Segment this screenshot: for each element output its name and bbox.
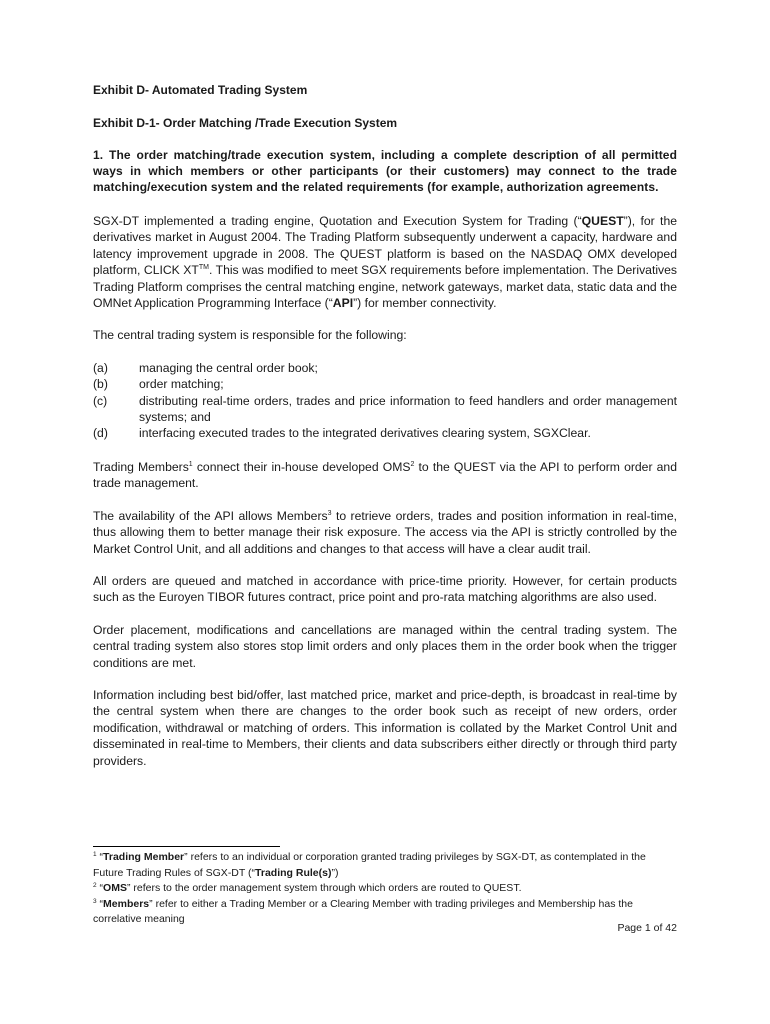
footnote-term: Trading Member [103,851,185,863]
text-run: “ [99,851,104,863]
trademark-sup: TM [198,264,209,272]
exhibit-title: Exhibit D- Automated Trading System [93,83,308,97]
text-run: ” refer to either a Trading Member or a Clearing Member with trading privileges and Membership has the correlative meaning [93,897,633,925]
paragraph-api-availability [93,508,677,557]
footnote-term: Members [103,897,150,910]
paragraph-quest-intro [93,213,677,311]
list-label: (c) [93,393,108,408]
footnote-number: 1 [93,851,97,858]
text-run: “ [99,882,104,894]
paragraph-trading-members [93,459,677,492]
term-api: API [332,296,354,311]
text-run: to the QUEST via the API to perform order and trade management. [93,459,677,491]
footnote-divider [93,846,280,847]
text-run: connect their in-house developed OMS [192,459,411,474]
paragraph-responsibilities: The central trading system is responsible for the following: [93,328,407,343]
page-number: Page 1 of 42 [617,922,677,934]
list-text: interfacing executed trades to the integrated derivatives clearing system, SGXClear. [139,426,591,441]
document-page [93,82,677,785]
paragraph-order-placement: Order placement, modifications and cancellations are managed within the central trading system. The central trading system also stores stop limit orders and only places them in the order book when the trigger conditions are met. [93,622,677,670]
text-run: ”), for the derivatives market in August 2004. The Trading Platform subsequently underwent a capacity, hardware and latency improvement upgrade in 2008. The QUEST platform is based on the NASDAQ OMX developed platform, CLICK XT [93,214,677,278]
text-run: to retrieve orders, trades and position information in real-time, thus allowing them to better manage their risk exposure. The access via the API is strictly controlled by the Market Control Unit, and all additions and changes to that access will have a clear audit trail. [93,508,677,556]
list-item [93,393,677,426]
list-label: (d) [93,426,108,441]
footnote-number: 3 [93,897,97,905]
footnote-2 [93,881,677,897]
footnote-term: OMS [103,882,127,894]
text-run: Trading Members [93,459,189,474]
list-text: order matching; [139,377,224,392]
list-text: managing the central order book; [139,360,318,375]
question-heading: 1. The order matching/trade execution system, including a complete description of all permitted ways in which members or other participants (or their customers) may connect to the trade matching/execution system and the related requirements (for example, authorization agreements. [93,148,677,194]
footnote-1 [93,850,677,881]
text-run: . This was modified to meet SGX requirements before implementation. The Derivatives Trading Platform comprises the central matching engine, network gateways, market data, static data and the OMNet Application Programming Interface (“ [93,263,677,311]
text-run: SGX-DT implemented a trading engine, Quotation and Execution System for Trading (“ [93,214,582,228]
text-run: The availability of the API allows Members [93,508,328,523]
list-label: (a) [93,360,108,375]
responsibility-list [93,360,677,442]
text-run: ”) [331,866,339,879]
list-item [93,360,677,376]
paragraph-order-priority: All orders are queued and matched in accordance with price-time priority. However, for certain products such as the Euroyen TIBOR futures contract, price point and pro-rata matching algorithms are also used. [93,573,677,605]
list-text: distributing real-time orders, trades and price information to feed handlers and order management systems; and [139,393,677,425]
text-run: ” refers to an individual or corporation granted trading privileges by SGX-DT, as contemplated in the Future Trading Rules of SGX-DT (“ [93,851,646,879]
text-run: “ [99,897,104,910]
paragraph-information-broadcast: Information including best bid/offer, last matched price, market and price-depth, is broadcast in real-time by the central system when there are changes to the order book such as receipt of new orders, order modification, withdrawal or matching of orders. This information is collated by the Market Control Unit and disseminated in real-time to Members, their clients and data subscribers either directly or through third party providers. [93,687,677,768]
footnote-ref-2[interactable]: 2 [410,460,415,468]
list-item [93,376,677,392]
footnote-ref-3[interactable]: 3 [327,509,332,517]
footnote-ref-1[interactable]: 1 [188,460,193,468]
footnotes [93,846,677,928]
footnote-3 [93,897,677,928]
footnote-term: Trading Rule(s) [255,866,332,879]
list-label: (b) [93,377,108,392]
exhibit-subtitle: Exhibit D-1- Order Matching /Trade Execution System [93,116,398,130]
text-run: ” refers to the order management system through which orders are routed to QUEST. [126,882,522,894]
term-quest: QUEST [581,214,624,228]
text-run: ”) for member connectivity. [353,296,497,311]
list-item [93,425,677,441]
footnote-number: 2 [93,882,97,889]
